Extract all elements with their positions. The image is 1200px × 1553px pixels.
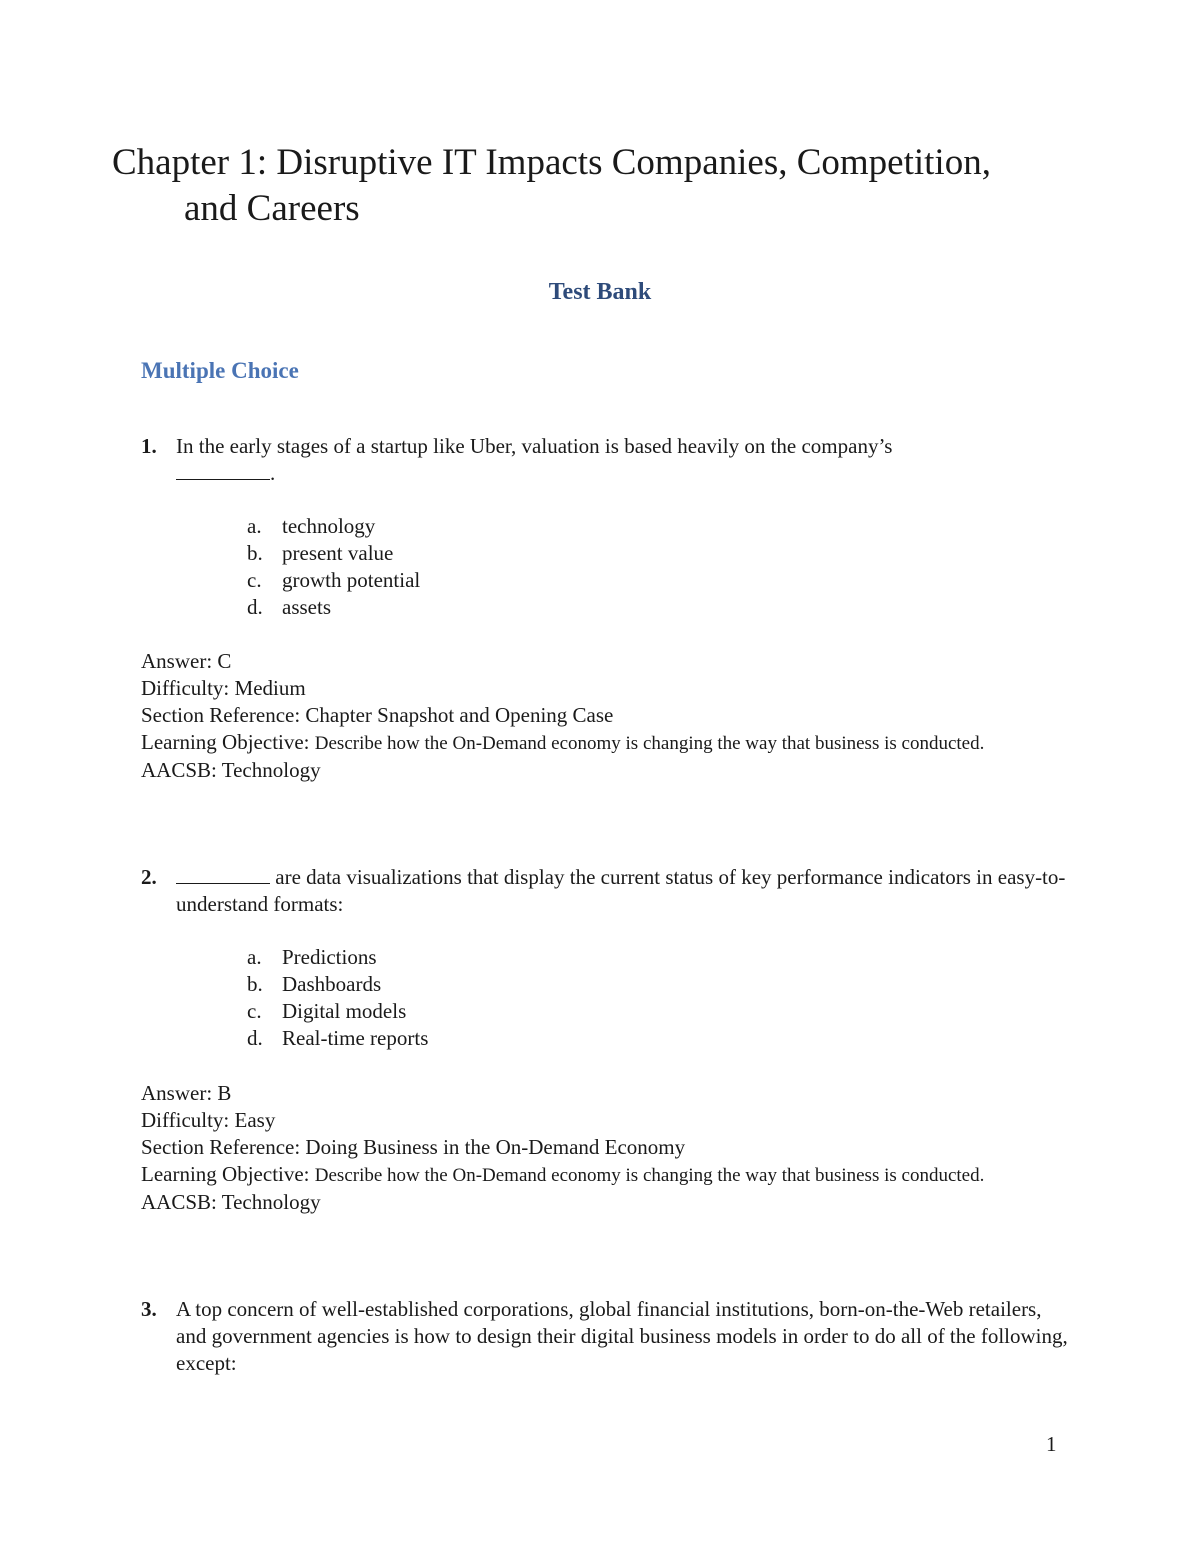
learning-objective-label: Learning Objective: bbox=[141, 1162, 310, 1186]
chapter-title-line-2: and Careers bbox=[184, 188, 360, 229]
option-letter: c. bbox=[247, 568, 262, 592]
option-text: present value bbox=[282, 541, 394, 565]
option-d bbox=[247, 1025, 428, 1052]
option-letter: d. bbox=[247, 595, 263, 619]
page-number: 1 bbox=[1046, 1432, 1057, 1456]
option-c bbox=[247, 567, 420, 594]
question-1 bbox=[141, 433, 1071, 487]
option-letter: a. bbox=[247, 514, 262, 538]
option-letter: d. bbox=[247, 1026, 263, 1050]
question-number: 1. bbox=[141, 434, 157, 458]
learning-objective-text: Describe how the On-Demand economy is changing the way that business is conducted. bbox=[314, 733, 985, 754]
question-text-start: In the early stages of a startup like Uber, valuation is based heavily on the company’s bbox=[176, 434, 893, 458]
option-text: Dashboards bbox=[282, 972, 382, 996]
question-2 bbox=[141, 864, 1071, 918]
aacsb-line: AACSB: Technology bbox=[141, 1190, 321, 1214]
option-text: Digital models bbox=[282, 999, 407, 1023]
question-text bbox=[176, 433, 1071, 487]
option-letter: b. bbox=[247, 541, 263, 565]
answer-blank bbox=[176, 461, 270, 480]
question-text: A top concern of well-established corporations, global financial institutions, born-on-the-Web retailers, and government agencies is how to design their digital business models in order to do all of the following, except: bbox=[176, 1297, 1068, 1375]
chapter-title bbox=[112, 140, 1092, 232]
question-number: 2. bbox=[141, 865, 157, 889]
question-number: 3. bbox=[141, 1297, 157, 1321]
question-1-metadata bbox=[141, 648, 1041, 784]
question-text-body: are data visualizations that display the current status of key performance indicators in easy-to-understand formats: bbox=[176, 865, 1066, 916]
learning-objective-line bbox=[141, 1161, 1041, 1189]
option-text: growth potential bbox=[282, 568, 421, 592]
question-3 bbox=[141, 1296, 1071, 1377]
test-bank-heading: Test Bank bbox=[548, 279, 652, 305]
option-text: assets bbox=[282, 595, 331, 619]
option-a bbox=[247, 944, 428, 971]
option-c bbox=[247, 998, 428, 1025]
section-heading: Multiple Choice bbox=[141, 358, 299, 383]
difficulty-line: Difficulty: Medium bbox=[141, 676, 306, 700]
option-b bbox=[247, 540, 420, 567]
option-text: technology bbox=[282, 514, 376, 538]
question-2-metadata bbox=[141, 1080, 1041, 1216]
learning-objective-line bbox=[141, 729, 1041, 757]
chapter-title-line-1: Chapter 1: Disruptive IT Impacts Companies, Competition, bbox=[112, 142, 991, 183]
option-letter: b. bbox=[247, 972, 263, 996]
option-d bbox=[247, 594, 420, 621]
option-letter: c. bbox=[247, 999, 262, 1023]
option-letter: a. bbox=[247, 945, 262, 969]
question-text-end: . bbox=[270, 461, 276, 485]
aacsb-line: AACSB: Technology bbox=[141, 758, 321, 782]
section-reference-line: Section Reference: Doing Business in the On-Demand Economy bbox=[141, 1135, 686, 1159]
answer-blank bbox=[176, 865, 270, 884]
difficulty-line: Difficulty: Easy bbox=[141, 1108, 276, 1132]
question-2-options bbox=[247, 944, 428, 1052]
option-text: Real-time reports bbox=[282, 1026, 429, 1050]
option-b bbox=[247, 971, 428, 998]
section-reference-line: Section Reference: Chapter Snapshot and Opening Case bbox=[141, 703, 614, 727]
answer-line: Answer: C bbox=[141, 649, 232, 673]
answer-line: Answer: B bbox=[141, 1081, 232, 1105]
learning-objective-label: Learning Objective: bbox=[141, 730, 310, 754]
option-text: Predictions bbox=[282, 945, 377, 969]
question-text bbox=[176, 864, 1071, 918]
learning-objective-text: Describe how the On-Demand economy is changing the way that business is conducted. bbox=[314, 1165, 985, 1186]
question-1-options bbox=[247, 513, 420, 621]
option-a bbox=[247, 513, 420, 540]
